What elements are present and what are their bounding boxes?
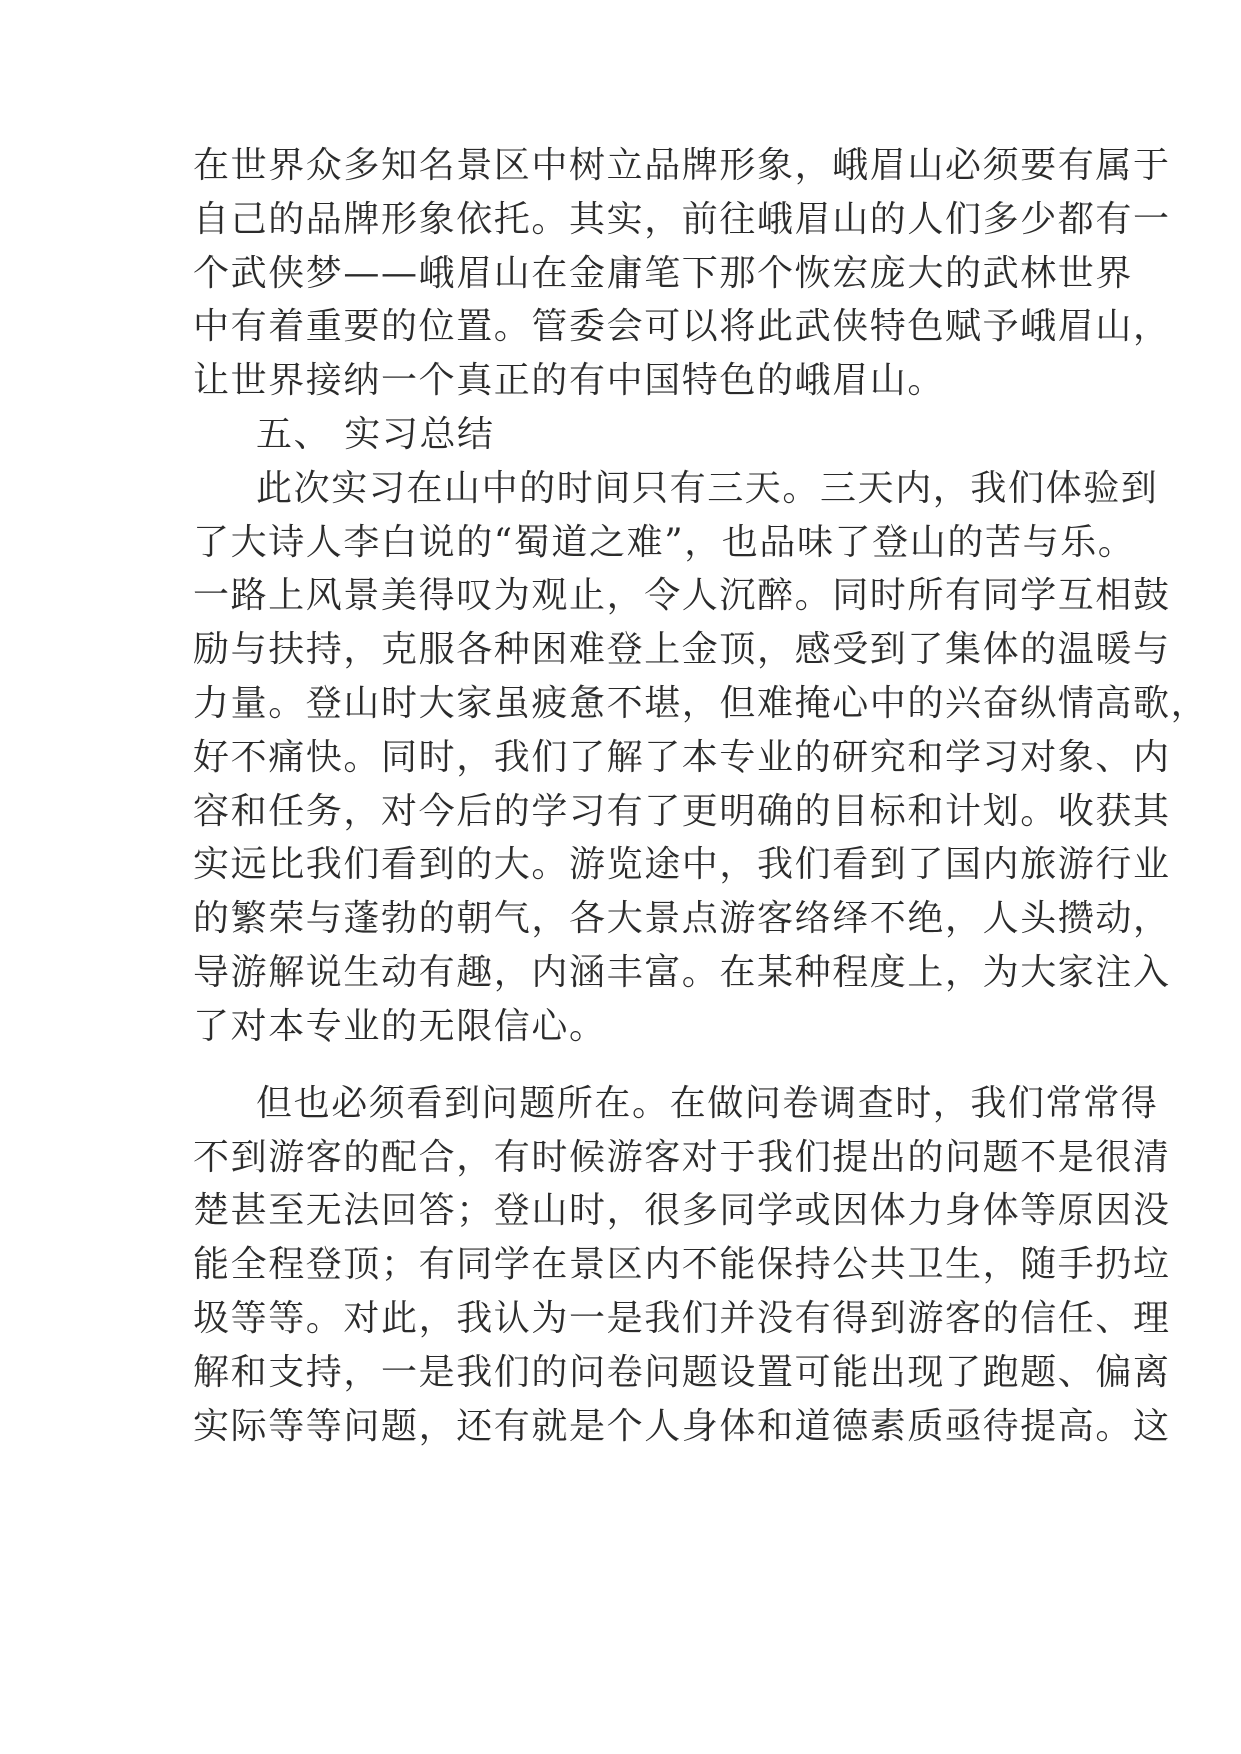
body-text-line: 导游解说生动有趣，内涵丰富。在某种程度上，为大家注入 bbox=[193, 952, 1171, 993]
body-text-line: 励与扶持，克服各种困难登上金顶，感受到了集体的温暖与 bbox=[193, 629, 1171, 670]
body-text-line: 实际等等问题，还有就是个人身体和道德素质亟待提高。这 bbox=[193, 1406, 1171, 1447]
body-text-line: 解和支持，一是我们的问卷问题设置可能出现了跑题、偏离 bbox=[193, 1352, 1171, 1393]
section-heading: 五、 实习总结 bbox=[256, 414, 495, 455]
body-text-line: 此次实习在山中的时间只有三天。三天内，我们体验到 bbox=[256, 468, 1159, 509]
body-text-line: 了大诗人李白说的“蜀道之难”，也品味了登山的苦与乐。 bbox=[193, 522, 1136, 563]
body-text-line: 让世界接纳一个真正的有中国特色的峨眉山。 bbox=[193, 360, 946, 401]
body-text-line: 力量。登山时大家虽疲惫不堪，但难掩心中的兴奋纵情高歌， bbox=[193, 683, 1209, 724]
body-text-line: 在世界众多知名景区中树立品牌形象，峨眉山必须要有属于 bbox=[193, 145, 1171, 186]
body-text-line: 中有着重要的位置。管委会可以将此武侠特色赋予峨眉山， bbox=[193, 306, 1171, 347]
body-text-line: 不到游客的配合，有时候游客对于我们提出的问题不是很清 bbox=[193, 1137, 1171, 1178]
body-text-line: 好不痛快。同时，我们了解了本专业的研究和学习对象、内 bbox=[193, 737, 1171, 778]
body-text-line: 圾等等。对此，我认为一是我们并没有得到游客的信任、理 bbox=[193, 1298, 1171, 1339]
body-text-line: 自己的品牌形象依托。其实，前往峨眉山的人们多少都有一 bbox=[193, 199, 1171, 240]
body-text-line: 但也必须看到问题所在。在做问卷调查时，我们常常得 bbox=[256, 1083, 1159, 1124]
body-text-line: 个武侠梦——峨眉山在金庸笔下那个恢宏庞大的武林世界 bbox=[193, 253, 1134, 294]
body-text-line: 楚甚至无法回答；登山时，很多同学或因体力身体等原因没 bbox=[193, 1190, 1171, 1231]
body-text-line: 了对本专业的无限信心。 bbox=[193, 1006, 607, 1047]
body-text-line: 实远比我们看到的大。游览途中，我们看到了国内旅游行业 bbox=[193, 844, 1171, 885]
body-text-line: 一路上风景美得叹为观止，令人沉醉。同时所有同学互相鼓 bbox=[193, 575, 1171, 616]
body-text-line: 的繁荣与蓬勃的朝气，各大景点游客络绎不绝，人头攒动， bbox=[193, 898, 1171, 939]
body-text-line: 容和任务，对今后的学习有了更明确的目标和计划。收获其 bbox=[193, 791, 1171, 832]
body-text-line: 能全程登顶；有同学在景区内不能保持公共卫生，随手扔垃 bbox=[193, 1244, 1171, 1285]
